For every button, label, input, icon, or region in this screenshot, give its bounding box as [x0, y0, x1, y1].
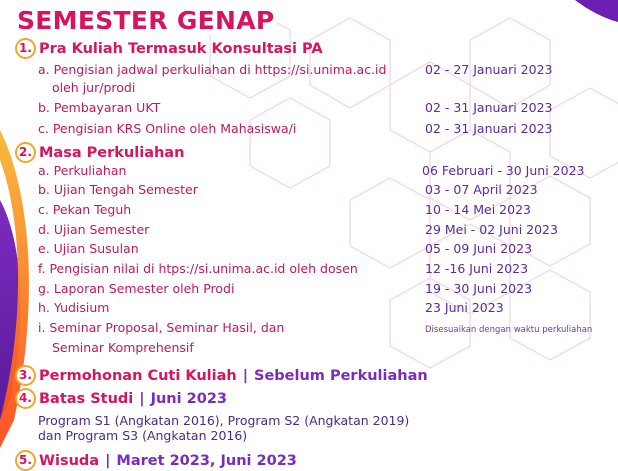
item-date: 23 Juni 2023: [425, 300, 504, 315]
page-title-wrap: [15, 5, 277, 37]
section-2-header: [15, 142, 184, 163]
list-item: h. Yudisium: [38, 300, 110, 315]
item-date: 02 - 31 Januari 2023: [425, 121, 553, 136]
section-title: Pra Kuliah Termasuk Konsultasi PA: [39, 40, 323, 57]
list-item: a. Pengisian jadwal perkuliahan di https://si.unima.ac.id: [38, 62, 387, 77]
item-date: 12 -16 Juni 2023: [425, 261, 529, 276]
section-number-badge: 1.: [15, 38, 36, 59]
section-separator: |: [242, 367, 249, 384]
item-date: 03 - 07 April 2023: [425, 182, 538, 197]
list-item: e. Ujian Susulan: [38, 241, 139, 256]
item-date: 29 Mei - 02 Juni 2023: [425, 222, 558, 237]
section-title: Masa Perkuliahan: [39, 144, 185, 161]
list-item: b. Pembayaran UKT: [38, 100, 161, 115]
section-number-badge: 2.: [15, 142, 36, 163]
section-detail: Maret 2023, Juni 2023: [116, 452, 297, 469]
item-date: 06 Februari - 30 Juni 2023: [422, 163, 585, 178]
section-detail: Juni 2023: [150, 390, 227, 407]
section-note-line: dan Program S3 (Angkatan 2016): [38, 428, 248, 443]
list-item: c. Pekan Teguh: [38, 202, 132, 217]
section-number-badge: 4.: [15, 388, 36, 409]
list-item: b. Ujian Tengah Semester: [38, 182, 198, 197]
section-number-badge: 5.: [15, 450, 36, 471]
item-date: 05 - 09 Juni 2023: [425, 241, 533, 256]
list-item: i. Seminar Proposal, Seminar Hasil, dan: [38, 320, 285, 335]
section-1-header: [15, 38, 323, 59]
list-item-continuation: oleh jur/prodi: [52, 80, 136, 95]
section-separator: |: [139, 390, 145, 407]
item-date: 02 - 27 Januari 2023: [425, 62, 553, 77]
section-5-header: [15, 450, 297, 471]
list-item: a. Perkuliahan: [38, 163, 127, 178]
page-title: SEMESTER GENAP: [17, 6, 275, 35]
item-date: Disesuaikan dengan waktu perkuliahan: [425, 325, 593, 335]
section-title: Wisuda: [39, 452, 100, 469]
section-3-header: [15, 365, 428, 386]
list-item: c. Pengisian KRS Online oleh Mahasiswa/i: [38, 121, 297, 136]
item-date: 19 - 30 Juni 2023: [425, 281, 533, 296]
list-item: d. Ujian Semester: [38, 222, 150, 237]
section-number-badge: 3.: [15, 365, 36, 386]
list-item: g. Laporan Semester oleh Prodi: [38, 281, 235, 296]
section-title: Permohonan Cuti Kuliah: [39, 367, 237, 384]
item-date: 02 - 31 Januari 2023: [425, 100, 553, 115]
section-note-line: Program S1 (Angkatan 2016), Program S2 (Angkatan 2019): [38, 413, 410, 428]
section-title: Batas Studi: [39, 390, 134, 407]
list-item-continuation: Seminar Komprehensif: [52, 340, 194, 355]
section-detail: Sebelum Perkuliahan: [254, 367, 428, 384]
item-date: 10 - 14 Mei 2023: [425, 202, 531, 217]
section-4-header: [15, 388, 227, 409]
list-item: f. Pengisian nilai di htps://si.unima.ac.id oleh dosen: [38, 261, 358, 276]
section-separator: |: [105, 452, 111, 469]
